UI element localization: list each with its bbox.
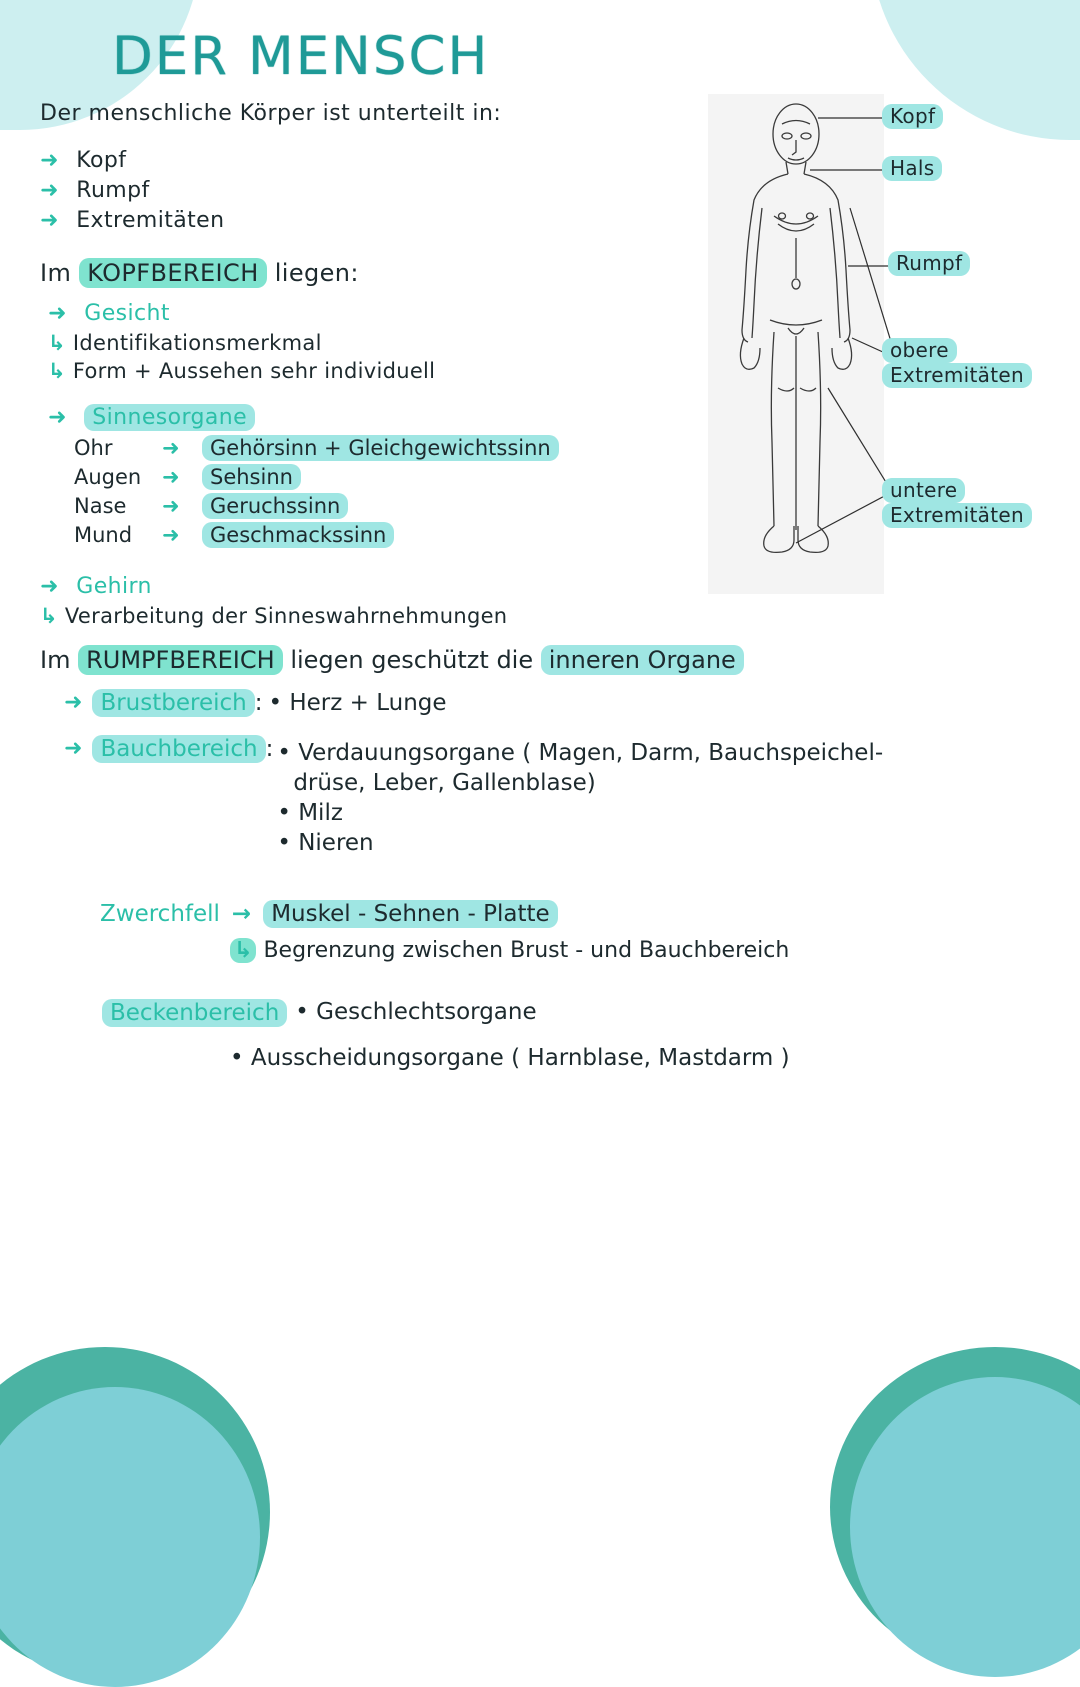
sub-arrow-icon: ↳ [48, 359, 66, 383]
sense-name: Geschmackssinn [202, 522, 394, 548]
sub-item-text: Verarbeitung der Sinneswahrnehmungen [64, 604, 508, 628]
body-part-label: Extremitäten [76, 208, 225, 233]
arrow-icon: ➜ [40, 208, 59, 233]
body-part-label: Rumpf [76, 178, 150, 203]
intro-text: Der menschliche Körper ist unterteilt in: [40, 101, 502, 126]
trunk-row-value: • Herz + Lunge [268, 690, 447, 716]
sense-organ: Mund [74, 523, 133, 547]
figure-label-kopf [882, 104, 943, 129]
arrow-icon: ➜ [64, 736, 83, 761]
sense-name: Gehörsinn + Gleichgewichtssinn [202, 435, 559, 461]
figure-label-untere-extremitaeten [882, 478, 1032, 528]
trunk-row-sep: : [265, 736, 274, 762]
trunk-highlight2: inneren Organe [541, 645, 744, 675]
pelvis-item: • Geschlechtsorgane [295, 999, 537, 1025]
arrow-icon: ➜ [40, 178, 59, 203]
trunk-row-key: Brustbereich [92, 689, 254, 717]
arrow-icon: ➜ [162, 523, 180, 547]
trunk-prefix: Im [40, 646, 71, 674]
head-item-label: Gesicht [84, 301, 170, 326]
figure-label-hals-text: Hals [882, 156, 942, 181]
trunk-section-heading [40, 646, 1040, 674]
page-title: DER MENSCH [112, 26, 490, 87]
sub-arrow-icon: ↳ [40, 604, 58, 628]
head-item-label: Gehirn [76, 574, 152, 599]
trunk-row-sep: : [254, 690, 263, 716]
trunk-row-value: • Milz [277, 800, 343, 826]
arrow-icon: ➜ [162, 494, 180, 518]
figure-label-untere-line2: Extremitäten [882, 503, 1032, 528]
arrow-icon: ➜ [48, 301, 67, 326]
head-item-label: Sinnesorgane [84, 404, 255, 431]
diaphragm-label: Zwerchfell [100, 901, 220, 927]
figure-label-obere-line2: Extremitäten [882, 363, 1032, 388]
sub-item-text: Form + Aussehen sehr individuell [72, 359, 436, 383]
human-body-figure [700, 88, 1050, 618]
diaphragm-note-text: Begrenzung zwischen Brust - und Bauchbereich [263, 938, 790, 963]
trunk-row-value-cont: drüse, Leber, Gallenblase) [293, 770, 596, 796]
pelvis-label: Beckenbereich [102, 999, 287, 1027]
head-section-suffix: liegen: [274, 259, 359, 287]
diaphragm-note [230, 938, 1040, 963]
pelvis-row [102, 999, 1040, 1027]
trunk-highlight: RUMPFBEREICH [78, 645, 283, 675]
diaphragm-row [100, 900, 1040, 928]
sense-name: Geruchssinn [202, 493, 348, 519]
sense-name: Sehsinn [202, 464, 301, 490]
sub-arrow-icon: ↳ [230, 938, 256, 963]
sense-organ: Augen [74, 465, 142, 489]
arrow-icon: ➜ [162, 436, 180, 460]
sub-item-text: Identifikationsmerkmal [72, 331, 322, 355]
arrow-icon: ➜ [64, 690, 83, 715]
figure-label-rumpf-text: Rumpf [888, 251, 970, 276]
figure-label-hals [882, 156, 942, 181]
diaphragm-value: Muskel - Sehnen - Platte [263, 900, 557, 928]
head-section-prefix: Im [40, 259, 72, 287]
figure-label-obere-extremitaeten [882, 338, 1032, 388]
trunk-row-bauchbereich [64, 736, 1040, 860]
arrow-icon: ➜ [40, 574, 59, 599]
body-part-label: Kopf [76, 148, 127, 173]
arrow-icon: ➜ [40, 148, 59, 173]
figure-label-obere-line1: obere [882, 338, 957, 363]
sense-organ: Nase [74, 494, 127, 518]
arrow-icon: → [231, 901, 252, 927]
trunk-row-brustbereich [64, 690, 1040, 716]
sense-organ: Ohr [74, 436, 113, 460]
sub-arrow-icon: ↳ [48, 331, 66, 355]
trunk-middle: liegen geschützt die [290, 646, 534, 674]
figure-label-rumpf [888, 251, 970, 276]
figure-label-kopf-text: Kopf [882, 104, 943, 129]
pelvis-item: • Ausscheidungsorgane ( Harnblase, Mastdarm ) [230, 1045, 790, 1071]
figure-label-untere-line1: untere [882, 478, 965, 503]
trunk-row-key: Bauchbereich [92, 735, 265, 763]
arrow-icon: ➜ [48, 405, 67, 430]
trunk-row-value: • Verdauungsorgane ( Magen, Darm, Bauchspeichel- [277, 740, 884, 766]
head-section-highlight: KOPFBEREICH [79, 258, 266, 288]
arrow-icon: ➜ [162, 465, 180, 489]
trunk-row-value: • Nieren [277, 830, 374, 856]
